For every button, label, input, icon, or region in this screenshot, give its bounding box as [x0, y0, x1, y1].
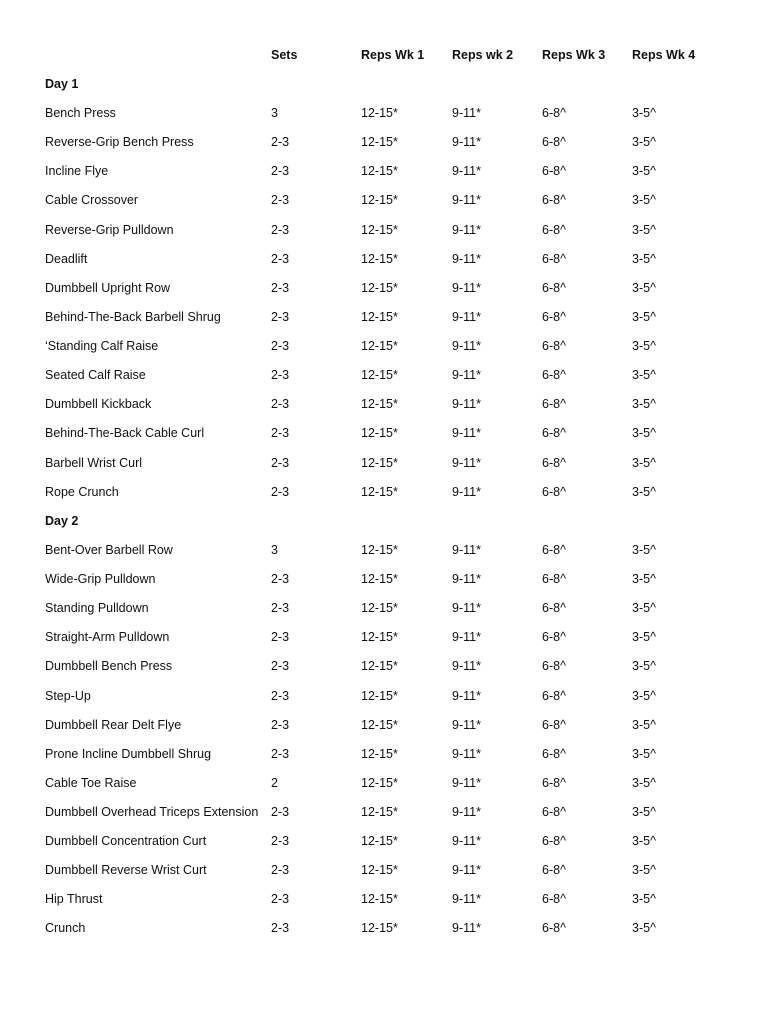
reps-wk3-cell: 6-8^	[542, 164, 566, 179]
sets-cell: 2-3	[271, 368, 290, 383]
reps-wk2-cell: 9-11*	[452, 775, 481, 790]
header-row	[0, 41, 768, 70]
sets-cell: 2	[271, 775, 278, 790]
reps-wk3-cell: 6-8^	[542, 863, 566, 878]
table-row	[0, 711, 768, 740]
exercise-name: Straight-Arm Pulldown	[45, 630, 170, 645]
exercise-name: Standing Pulldown	[45, 601, 149, 616]
table-row	[0, 652, 768, 681]
sets-cell: 2-3	[271, 484, 290, 499]
exercise-name: Bench Press	[45, 106, 116, 121]
reps-wk1-cell: 12-15*	[361, 193, 398, 208]
exercise-name: Crunch	[45, 921, 86, 936]
reps-wk4-cell: 3-5^	[632, 339, 656, 354]
reps-wk2-cell: 9-11*	[452, 717, 481, 732]
reps-wk2-cell: 9-11*	[452, 222, 481, 237]
exercise-name: Cable Toe Raise	[45, 775, 137, 790]
exercise-name: Dumbbell Concentration Curt	[45, 834, 207, 849]
table-row	[0, 361, 768, 390]
reps-wk2-cell: 9-11*	[452, 455, 481, 470]
day-heading-row	[0, 70, 768, 99]
reps-wk1-cell: 12-15*	[361, 280, 398, 295]
exercise-name: Hip Thrust	[45, 892, 103, 907]
reps-wk4-cell: 3-5^	[632, 688, 656, 703]
table-row	[0, 216, 768, 245]
exercise-name: Rope Crunch	[45, 484, 119, 499]
reps-wk1-cell: 12-15*	[361, 834, 398, 849]
reps-wk4-cell: 3-5^	[632, 222, 656, 237]
sets-cell: 2-3	[271, 717, 290, 732]
reps-wk3-cell: 6-8^	[542, 426, 566, 441]
reps-wk1-cell: 12-15*	[361, 601, 398, 616]
exercise-name: Reverse-Grip Pulldown	[45, 222, 174, 237]
table-row	[0, 885, 768, 914]
sets-cell: 2-3	[271, 572, 290, 587]
reps-wk2-cell: 9-11*	[452, 688, 481, 703]
reps-wk2-cell: 9-11*	[452, 542, 481, 557]
reps-wk1-cell: 12-15*	[361, 484, 398, 499]
table-row	[0, 478, 768, 507]
reps-wk2-cell: 9-11*	[452, 805, 481, 819]
sets-cell: 2-3	[271, 339, 290, 354]
sets-cell: 3	[271, 106, 278, 121]
reps-wk2-cell: 9-11*	[452, 892, 481, 907]
day-label: Day 1	[45, 77, 79, 91]
reps-wk4-cell: 3-5^	[632, 601, 656, 616]
sets-cell: 2-3	[271, 659, 290, 674]
table-row	[0, 536, 768, 565]
header-reps-wk1: Reps Wk 1	[361, 48, 425, 62]
sets-cell: 2-3	[271, 251, 290, 266]
exercise-name: Dumbbell Kickback	[45, 397, 152, 412]
reps-wk2-cell: 9-11*	[452, 484, 481, 499]
sets-cell: 2-3	[271, 193, 290, 208]
reps-wk1-cell: 12-15*	[361, 397, 398, 412]
reps-wk2-cell: 9-11*	[452, 339, 481, 354]
exercise-name: Dumbbell Overhead Triceps Extension	[45, 805, 259, 819]
table-row	[0, 449, 768, 478]
reps-wk4-cell: 3-5^	[632, 921, 656, 936]
exercise-name: Step-Up	[45, 688, 91, 703]
sets-cell: 2-3	[271, 135, 290, 150]
reps-wk3-cell: 6-8^	[542, 717, 566, 732]
table-row	[0, 390, 768, 419]
exercise-name: Bent-Over Barbell Row	[45, 542, 173, 557]
reps-wk1-cell: 12-15*	[361, 455, 398, 470]
sets-cell: 2-3	[271, 309, 290, 324]
exercise-name: Behind-The-Back Cable Curl	[45, 426, 205, 441]
reps-wk3-cell: 6-8^	[542, 630, 566, 645]
table-row	[0, 740, 768, 769]
reps-wk4-cell: 3-5^	[632, 484, 656, 499]
reps-wk3-cell: 6-8^	[542, 805, 566, 819]
table-row	[0, 623, 768, 652]
reps-wk1-cell: 12-15*	[361, 630, 398, 645]
reps-wk2-cell: 9-11*	[452, 251, 481, 266]
reps-wk1-cell: 12-15*	[361, 135, 398, 150]
reps-wk3-cell: 6-8^	[542, 106, 566, 121]
sets-cell: 2-3	[271, 805, 290, 819]
reps-wk1-cell: 12-15*	[361, 717, 398, 732]
exercise-name: Wide-Grip Pulldown	[45, 572, 156, 587]
reps-wk3-cell: 6-8^	[542, 921, 566, 936]
reps-wk2-cell: 9-11*	[452, 572, 481, 587]
reps-wk2-cell: 9-11*	[452, 601, 481, 616]
table-row	[0, 827, 768, 856]
reps-wk4-cell: 3-5^	[632, 251, 656, 266]
reps-wk3-cell: 6-8^	[542, 455, 566, 470]
reps-wk2-cell: 9-11*	[452, 164, 481, 179]
reps-wk3-cell: 6-8^	[542, 397, 566, 412]
reps-wk1-cell: 12-15*	[361, 368, 398, 383]
exercise-name: Dumbbell Rear Delt Flye	[45, 717, 182, 732]
reps-wk4-cell: 3-5^	[632, 309, 656, 324]
reps-wk3-cell: 6-8^	[542, 309, 566, 324]
header-reps-wk3: Reps Wk 3	[542, 48, 606, 62]
table-row	[0, 914, 768, 943]
reps-wk3-cell: 6-8^	[542, 746, 566, 761]
reps-wk2-cell: 9-11*	[452, 863, 481, 878]
table-row	[0, 303, 768, 332]
exercise-name: Dumbbell Upright Row	[45, 280, 171, 295]
reps-wk4-cell: 3-5^	[632, 630, 656, 645]
table-row	[0, 274, 768, 303]
exercise-name: ‘Standing Calf Raise	[45, 339, 159, 354]
reps-wk3-cell: 6-8^	[542, 222, 566, 237]
sets-cell: 3	[271, 542, 278, 557]
reps-wk2-cell: 9-11*	[452, 921, 481, 936]
table-row	[0, 419, 768, 448]
reps-wk4-cell: 3-5^	[632, 164, 656, 179]
reps-wk1-cell: 12-15*	[361, 688, 398, 703]
exercise-name: Dumbbell Bench Press	[45, 659, 173, 674]
reps-wk2-cell: 9-11*	[452, 135, 481, 150]
exercise-name: Deadlift	[45, 251, 88, 266]
reps-wk2-cell: 9-11*	[452, 397, 481, 412]
reps-wk3-cell: 6-8^	[542, 135, 566, 150]
table-row	[0, 798, 768, 827]
reps-wk4-cell: 3-5^	[632, 426, 656, 441]
reps-wk4-cell: 3-5^	[632, 542, 656, 557]
reps-wk4-cell: 3-5^	[632, 397, 656, 412]
sets-cell: 2-3	[271, 863, 290, 878]
day-label: Day 2	[45, 513, 79, 528]
reps-wk3-cell: 6-8^	[542, 193, 566, 208]
reps-wk3-cell: 6-8^	[542, 834, 566, 849]
reps-wk2-cell: 9-11*	[452, 309, 481, 324]
reps-wk3-cell: 6-8^	[542, 659, 566, 674]
sets-cell: 2-3	[271, 688, 290, 703]
reps-wk1-cell: 12-15*	[361, 164, 398, 179]
table-row	[0, 245, 768, 274]
sets-cell: 2-3	[271, 892, 290, 907]
table-row	[0, 186, 768, 215]
sets-cell: 2-3	[271, 397, 290, 412]
table-row	[0, 128, 768, 157]
reps-wk2-cell: 9-11*	[452, 426, 481, 441]
reps-wk2-cell: 9-11*	[452, 630, 481, 645]
reps-wk3-cell: 6-8^	[542, 280, 566, 295]
table-row	[0, 856, 768, 885]
table-row	[0, 594, 768, 623]
exercise-name: Prone Incline Dumbbell Shrug	[45, 746, 212, 761]
sets-cell: 2-3	[271, 921, 290, 936]
reps-wk1-cell: 12-15*	[361, 426, 398, 441]
reps-wk1-cell: 12-15*	[361, 863, 398, 878]
reps-wk3-cell: 6-8^	[542, 892, 566, 907]
reps-wk3-cell: 6-8^	[542, 484, 566, 499]
sets-cell: 2-3	[271, 222, 290, 237]
exercise-name: Incline Flye	[45, 164, 109, 179]
sets-cell: 2-3	[271, 280, 290, 295]
exercise-name: Seated Calf Raise	[45, 368, 146, 383]
reps-wk2-cell: 9-11*	[452, 368, 481, 383]
reps-wk3-cell: 6-8^	[542, 368, 566, 383]
reps-wk1-cell: 12-15*	[361, 921, 398, 936]
reps-wk1-cell: 12-15*	[361, 309, 398, 324]
exercise-name: Behind-The-Back Barbell Shrug	[45, 309, 221, 324]
reps-wk1-cell: 12-15*	[361, 805, 398, 819]
table-row	[0, 332, 768, 361]
reps-wk2-cell: 9-11*	[452, 834, 481, 849]
table-row	[0, 565, 768, 594]
reps-wk3-cell: 6-8^	[542, 339, 566, 354]
reps-wk4-cell: 3-5^	[632, 106, 656, 121]
exercise-name: Barbell Wrist Curl	[45, 455, 143, 470]
reps-wk4-cell: 3-5^	[632, 717, 656, 732]
header-reps-wk4: Reps Wk 4	[632, 48, 696, 62]
reps-wk3-cell: 6-8^	[542, 542, 566, 557]
sets-cell: 2-3	[271, 426, 290, 441]
reps-wk1-cell: 12-15*	[361, 659, 398, 674]
reps-wk4-cell: 3-5^	[632, 659, 656, 674]
header-sets: Sets	[271, 48, 298, 62]
sets-cell: 2-3	[271, 455, 290, 470]
table-row	[0, 682, 768, 711]
reps-wk4-cell: 3-5^	[632, 455, 656, 470]
reps-wk1-cell: 12-15*	[361, 746, 398, 761]
reps-wk1-cell: 12-15*	[361, 892, 398, 907]
reps-wk1-cell: 12-15*	[361, 542, 398, 557]
sets-cell: 2-3	[271, 164, 290, 179]
table-row	[0, 769, 768, 798]
reps-wk1-cell: 12-15*	[361, 222, 398, 237]
reps-wk1-cell: 12-15*	[361, 251, 398, 266]
reps-wk2-cell: 9-11*	[452, 280, 481, 295]
header-reps-wk2: Reps wk 2	[452, 48, 514, 62]
reps-wk1-cell: 12-15*	[361, 106, 398, 121]
reps-wk2-cell: 9-11*	[452, 659, 481, 674]
reps-wk4-cell: 3-5^	[632, 280, 656, 295]
table-row	[0, 99, 768, 128]
reps-wk4-cell: 3-5^	[632, 368, 656, 383]
sets-cell: 2-3	[271, 746, 290, 761]
reps-wk4-cell: 3-5^	[632, 135, 656, 150]
sets-cell: 2-3	[271, 630, 290, 645]
exercise-name: Dumbbell Reverse Wrist Curt	[45, 863, 207, 878]
day-heading-row	[0, 507, 768, 536]
reps-wk1-cell: 12-15*	[361, 572, 398, 587]
reps-wk4-cell: 3-5^	[632, 193, 656, 208]
reps-wk3-cell: 6-8^	[542, 251, 566, 266]
reps-wk1-cell: 12-15*	[361, 339, 398, 354]
reps-wk4-cell: 3-5^	[632, 572, 656, 587]
reps-wk1-cell: 12-15*	[361, 775, 398, 790]
table-row	[0, 157, 768, 186]
reps-wk4-cell: 3-5^	[632, 805, 656, 819]
sets-cell: 2-3	[271, 834, 290, 849]
reps-wk4-cell: 3-5^	[632, 746, 656, 761]
reps-wk2-cell: 9-11*	[452, 193, 481, 208]
sets-cell: 2-3	[271, 601, 290, 616]
reps-wk4-cell: 3-5^	[632, 863, 656, 878]
exercise-name: Reverse-Grip Bench Press	[45, 135, 194, 150]
reps-wk3-cell: 6-8^	[542, 601, 566, 616]
reps-wk4-cell: 3-5^	[632, 892, 656, 907]
reps-wk4-cell: 3-5^	[632, 834, 656, 849]
reps-wk3-cell: 6-8^	[542, 775, 566, 790]
reps-wk4-cell: 3-5^	[632, 775, 656, 790]
reps-wk2-cell: 9-11*	[452, 746, 481, 761]
reps-wk3-cell: 6-8^	[542, 688, 566, 703]
reps-wk2-cell: 9-11*	[452, 106, 481, 121]
exercise-name: Cable Crossover	[45, 193, 139, 208]
reps-wk3-cell: 6-8^	[542, 572, 566, 587]
